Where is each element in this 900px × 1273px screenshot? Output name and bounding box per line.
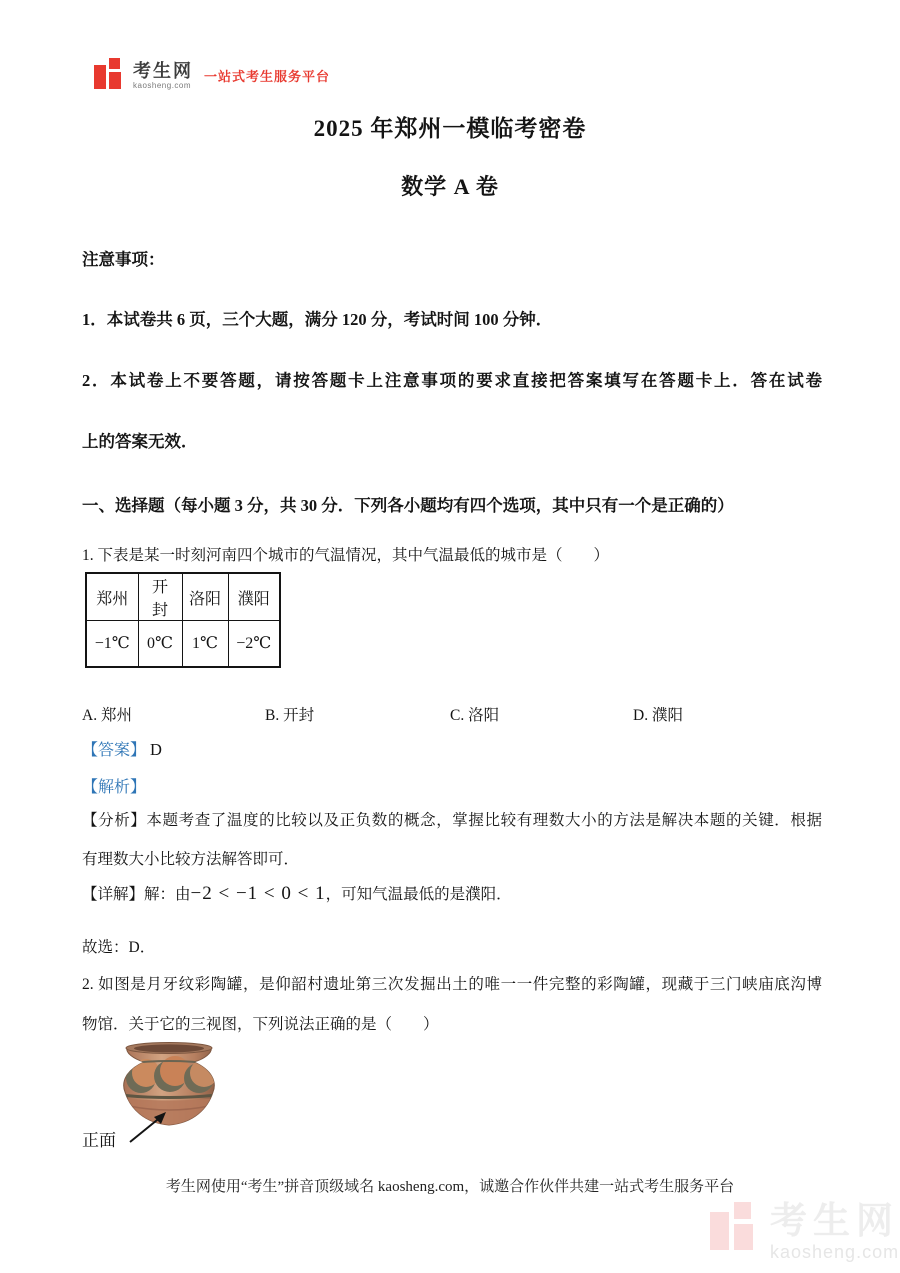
question-2-line1: 2. 如图是月牙纹彩陶罐，是仰韶村遗址第三次发掘出土的唯一一件完整的彩陶罐，现藏于三门峡庙底沟博 [82, 976, 822, 993]
fenxi-line2: 有理数大小比较方法解答即可． [82, 851, 300, 868]
inequality-formula: −2 < −1 < 0 < 1 [190, 883, 326, 904]
analysis-label: 【解析】 [82, 779, 147, 796]
table-value-cell: 1℃ [182, 621, 228, 667]
conclusion-line: 故选：D． [82, 939, 156, 956]
table-value-cell: −1℃ [86, 621, 138, 667]
front-view-arrow-icon [126, 1108, 172, 1146]
question-1-text: 1. 下表是某一时刻河南四个城市的气温情况，其中气温最低的城市是（ ） [82, 547, 610, 564]
temperature-table [85, 572, 281, 668]
table-header-cell: 郑州 [86, 573, 138, 621]
fenxi-paragraph [82, 808, 822, 869]
footer-text: 考生网使用“考生”拼音顶级域名 kaosheng.com，诚邀合作伙伴共建一站式考生服务平台 [165, 1179, 735, 1195]
option-b: B. 开封 [265, 707, 315, 724]
option-d: D. 濮阳 [633, 707, 683, 724]
table-value-cell: −2℃ [228, 621, 280, 667]
analysis-line [82, 774, 146, 797]
watermark-logo-icon [710, 1202, 758, 1258]
option-c: C. 洛阳 [450, 707, 500, 724]
watermark-brand: 考生网 [770, 1200, 899, 1241]
question-1-options [0, 703, 900, 725]
answer-line [82, 737, 162, 760]
xiangjie-line [82, 882, 842, 905]
xiangjie-prefix: 【详解】解：由 [82, 886, 191, 903]
section-1-heading: 一、选择题（每小题 3 分，共 30 分．下列各小题均有四个选项，其中只有一个是正确的） [82, 496, 734, 515]
kaosheng-logo-icon [94, 58, 124, 93]
table-header-cell: 开封 [138, 573, 182, 621]
document-subtitle: 数学 A 卷 [401, 174, 499, 199]
table-header-cell: 濮阳 [228, 573, 280, 621]
answer-label: 【答案】 [82, 742, 147, 759]
logo-tagline: 一站式考生服务平台 [204, 69, 331, 84]
notices-heading: 注意事项： [82, 250, 165, 269]
table-row [86, 621, 280, 667]
xiangjie-suffix: ，可知气温最低的是濮阳． [325, 886, 512, 903]
notice-item-1: 1．本试卷共 6 页，三个大题，满分 120 分，考试时间 100 分钟． [82, 310, 553, 329]
table-header-cell: 洛阳 [182, 573, 228, 621]
question-2-text [82, 972, 822, 1034]
notice-item-2-line2: 上的答案无效． [82, 432, 198, 451]
kaosheng-logo [94, 58, 330, 93]
watermark-domain: kaosheng.com [770, 1242, 900, 1262]
answer-value: D [150, 740, 162, 759]
front-view-label: 正面 [82, 1131, 116, 1150]
kaosheng-watermark [710, 1202, 899, 1261]
logo-domain: kaosheng.com [133, 80, 192, 90]
fenxi-line1: 【分析】本题考查了温度的比较以及正负数的概念，掌握比较有理数大小的方法是解决本题的关键．根据 [82, 812, 822, 829]
logo-brand-name: 考生网 [133, 60, 193, 81]
table-value-cell: 0℃ [138, 621, 182, 667]
table-row [86, 573, 280, 621]
notice-item-2-line1: 2．本试卷上不要答题，请按答题卡上注意事项的要求直接把答案填写在答题卡上．答在试卷 [82, 371, 822, 390]
question-2-line2: 物馆．关于它的三视图，下列说法正确的是（ ） [82, 1016, 439, 1033]
option-a: A. 郑州 [82, 707, 132, 724]
document-title: 2025 年郑州一模临考密卷 [313, 116, 587, 141]
